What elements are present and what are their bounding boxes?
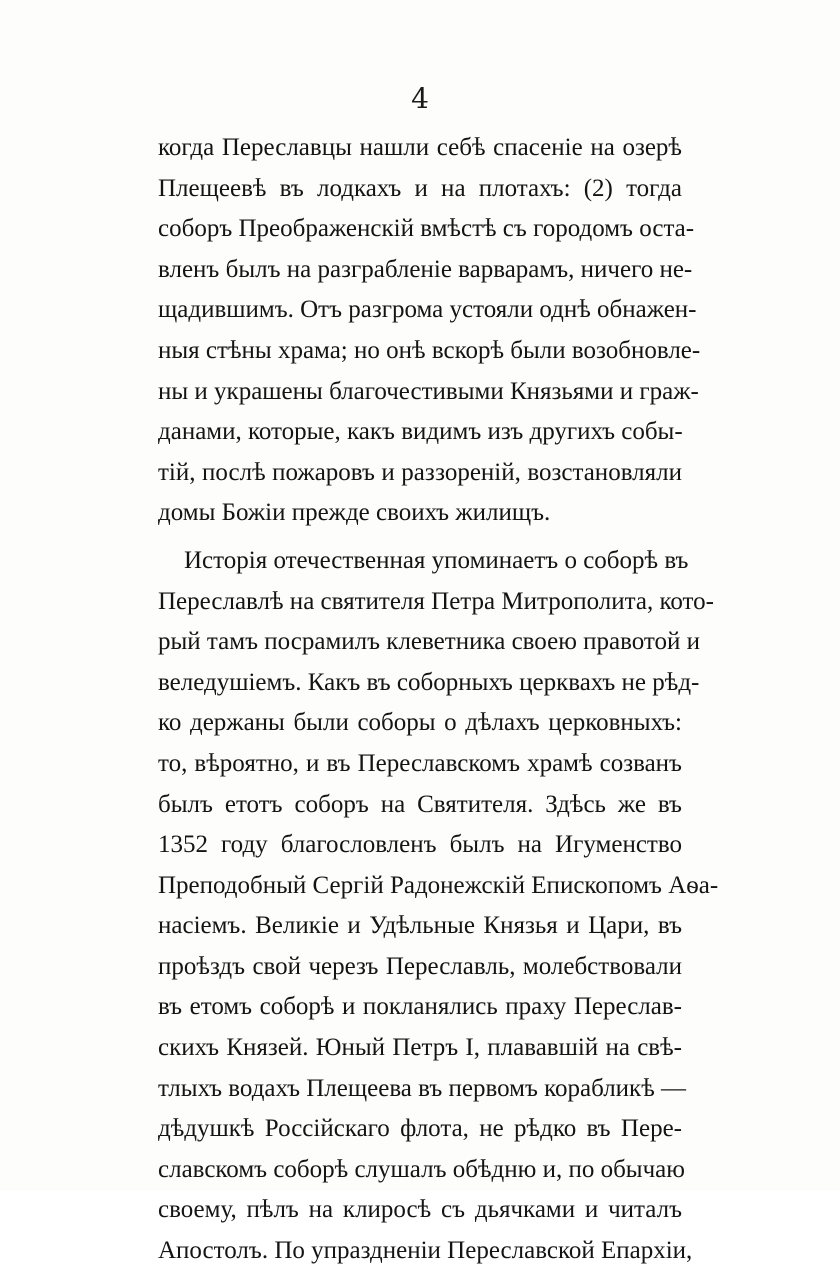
text-line: Переславлѣ на святителя Петра Митрополита, кото- bbox=[158, 587, 714, 615]
text-line: Апостолъ. По упраздненіи Переславской Епархіи, bbox=[158, 1237, 693, 1265]
text-line: тій, послѣ пожаровъ и раззореній, возстановляли bbox=[158, 458, 682, 486]
text-line: дѣдушкѣ Россійскаго флота, не рѣдко въ Пере- bbox=[158, 1115, 682, 1143]
text-line: то, вѣроятно, и въ Переславскомъ храмѣ созванъ bbox=[158, 749, 682, 777]
text-line: былъ етотъ соборъ на Святителя. Здѣсь же въ bbox=[158, 790, 682, 818]
text-line: насіемъ. Великіе и Удѣльные Князья и Цари, въ bbox=[158, 912, 682, 940]
text-line: славскомъ соборѣ слушалъ обѣдню и, по обычаю bbox=[158, 1155, 685, 1183]
text-line: проѣздъ свой черезъ Переславль, молебствовали bbox=[158, 952, 682, 980]
text-line: вленъ былъ на разграбленіе варварамъ, ничего не- bbox=[158, 255, 693, 283]
text-line: веледушіемъ. Какъ въ соборныхъ церквахъ не рѣд- bbox=[158, 668, 700, 696]
text-line: рый тамъ посрамилъ клеветника своею правотой и bbox=[158, 628, 701, 656]
text-line: ныя стѣны храма; но онѣ вскорѣ были возобновле- bbox=[158, 336, 701, 364]
text-line: ко держаны были соборы о дѣлахъ церковныхъ: bbox=[158, 709, 682, 737]
paragraph-1 bbox=[158, 128, 701, 534]
paragraph-gap bbox=[158, 534, 682, 541]
text-line: когда Переславцы нашли себѣ спасеніе на озерѣ bbox=[158, 134, 682, 161]
paragraph-2 bbox=[158, 541, 719, 1272]
text-line: Плещеевѣ въ лодкахъ и на плотахъ: (2) тогда bbox=[158, 174, 682, 202]
text-line: Преподобный Сергій Радонежскій Епископомъ Аѳа- bbox=[158, 871, 719, 899]
text-line: скихъ Князей. Юный Петръ I, плававшій на свѣ- bbox=[158, 1034, 682, 1062]
text-line: щадившимъ. Отъ разгрома устояли однѣ обнажен- bbox=[158, 296, 697, 324]
text-line: ны и украшены благочестивыми Князьями и граж- bbox=[158, 377, 699, 405]
text-line: данами, которые, какъ видимъ изъ другихъ собы- bbox=[158, 418, 683, 446]
text-line: своему, пѣлъ на клиросѣ съ дьячками и читалъ bbox=[158, 1196, 682, 1224]
page-number: 4 bbox=[411, 82, 429, 115]
text-line: 1352 году благословленъ былъ на Игуменство bbox=[158, 831, 682, 859]
body-text bbox=[158, 128, 719, 1272]
text-line: тлыхъ водахъ Плещеева въ первомъ корабликѣ — bbox=[158, 1074, 687, 1102]
text-line: Исторія отечественная упоминаетъ о соборѣ въ bbox=[184, 546, 689, 574]
text-line: въ етомъ соборѣ и покланялись праху Переслав- bbox=[158, 993, 682, 1021]
text-line: соборъ Преображенскій вмѣстѣ съ городомъ оста- bbox=[158, 215, 695, 243]
text-line: домы Божіи прежде своихъ жилищъ. bbox=[158, 499, 551, 527]
